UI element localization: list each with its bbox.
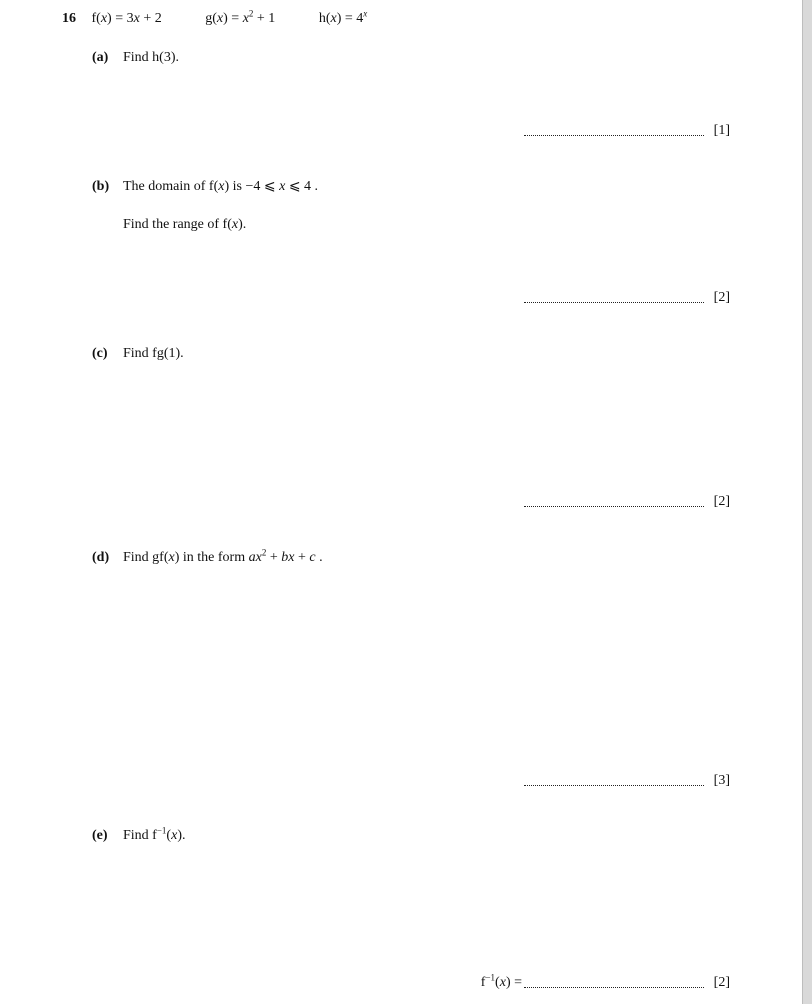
part-d-answer-line[interactable] bbox=[524, 781, 704, 786]
part-a-answer-line[interactable] bbox=[524, 131, 704, 136]
part-e-answer-row bbox=[481, 974, 730, 992]
part-a-label: (a) bbox=[92, 50, 109, 65]
part-a-text: Find h(3). bbox=[123, 50, 179, 65]
question-number: 16 bbox=[62, 11, 76, 26]
part-d-answer-row bbox=[524, 772, 730, 790]
part-b-text: The domain of f(x) is −4 ⩽ x ⩽ 4 . bbox=[123, 179, 319, 194]
part-e-answer-prefix: $f^{-1}(x)$ = bbox=[480, 972, 522, 990]
function-h: $h(x) = 4^x$ bbox=[318, 8, 368, 26]
part-b-subtext: Find the range of f(x). bbox=[123, 217, 247, 232]
part-b-answer-line[interactable] bbox=[524, 298, 704, 303]
function-g: $g(x) = x^2 + 1$ bbox=[205, 8, 276, 26]
part-c-answer-row bbox=[524, 493, 730, 511]
part-e-label: (e) bbox=[92, 828, 108, 843]
part-b-label: (b) bbox=[92, 179, 110, 194]
part-c-marks: [2] bbox=[713, 494, 730, 509]
part-c-answer-line[interactable] bbox=[524, 502, 704, 507]
part-c-label: (c) bbox=[92, 346, 108, 361]
part-d-marks: [3] bbox=[713, 773, 730, 788]
part-e-marks: [2] bbox=[713, 975, 730, 990]
function-f: f(x) = 3x + 2 bbox=[91, 11, 162, 26]
part-d-label: (d) bbox=[92, 550, 110, 565]
window-edge bbox=[802, 0, 812, 1004]
part-a-answer-row bbox=[524, 122, 730, 140]
part-e-answer-line[interactable] bbox=[524, 983, 704, 988]
part-c-text: Find fg(1). bbox=[123, 346, 184, 361]
part-a-marks: [1] bbox=[713, 123, 730, 138]
part-e-text: Find $f^{-1}(x)$. bbox=[123, 825, 186, 843]
question-header bbox=[62, 10, 367, 28]
part-b-answer-row bbox=[524, 289, 730, 307]
part-d-text: Find gf(x) in the form $ax^2$ + bx + c . bbox=[123, 547, 323, 565]
part-b-marks: [2] bbox=[713, 290, 730, 305]
